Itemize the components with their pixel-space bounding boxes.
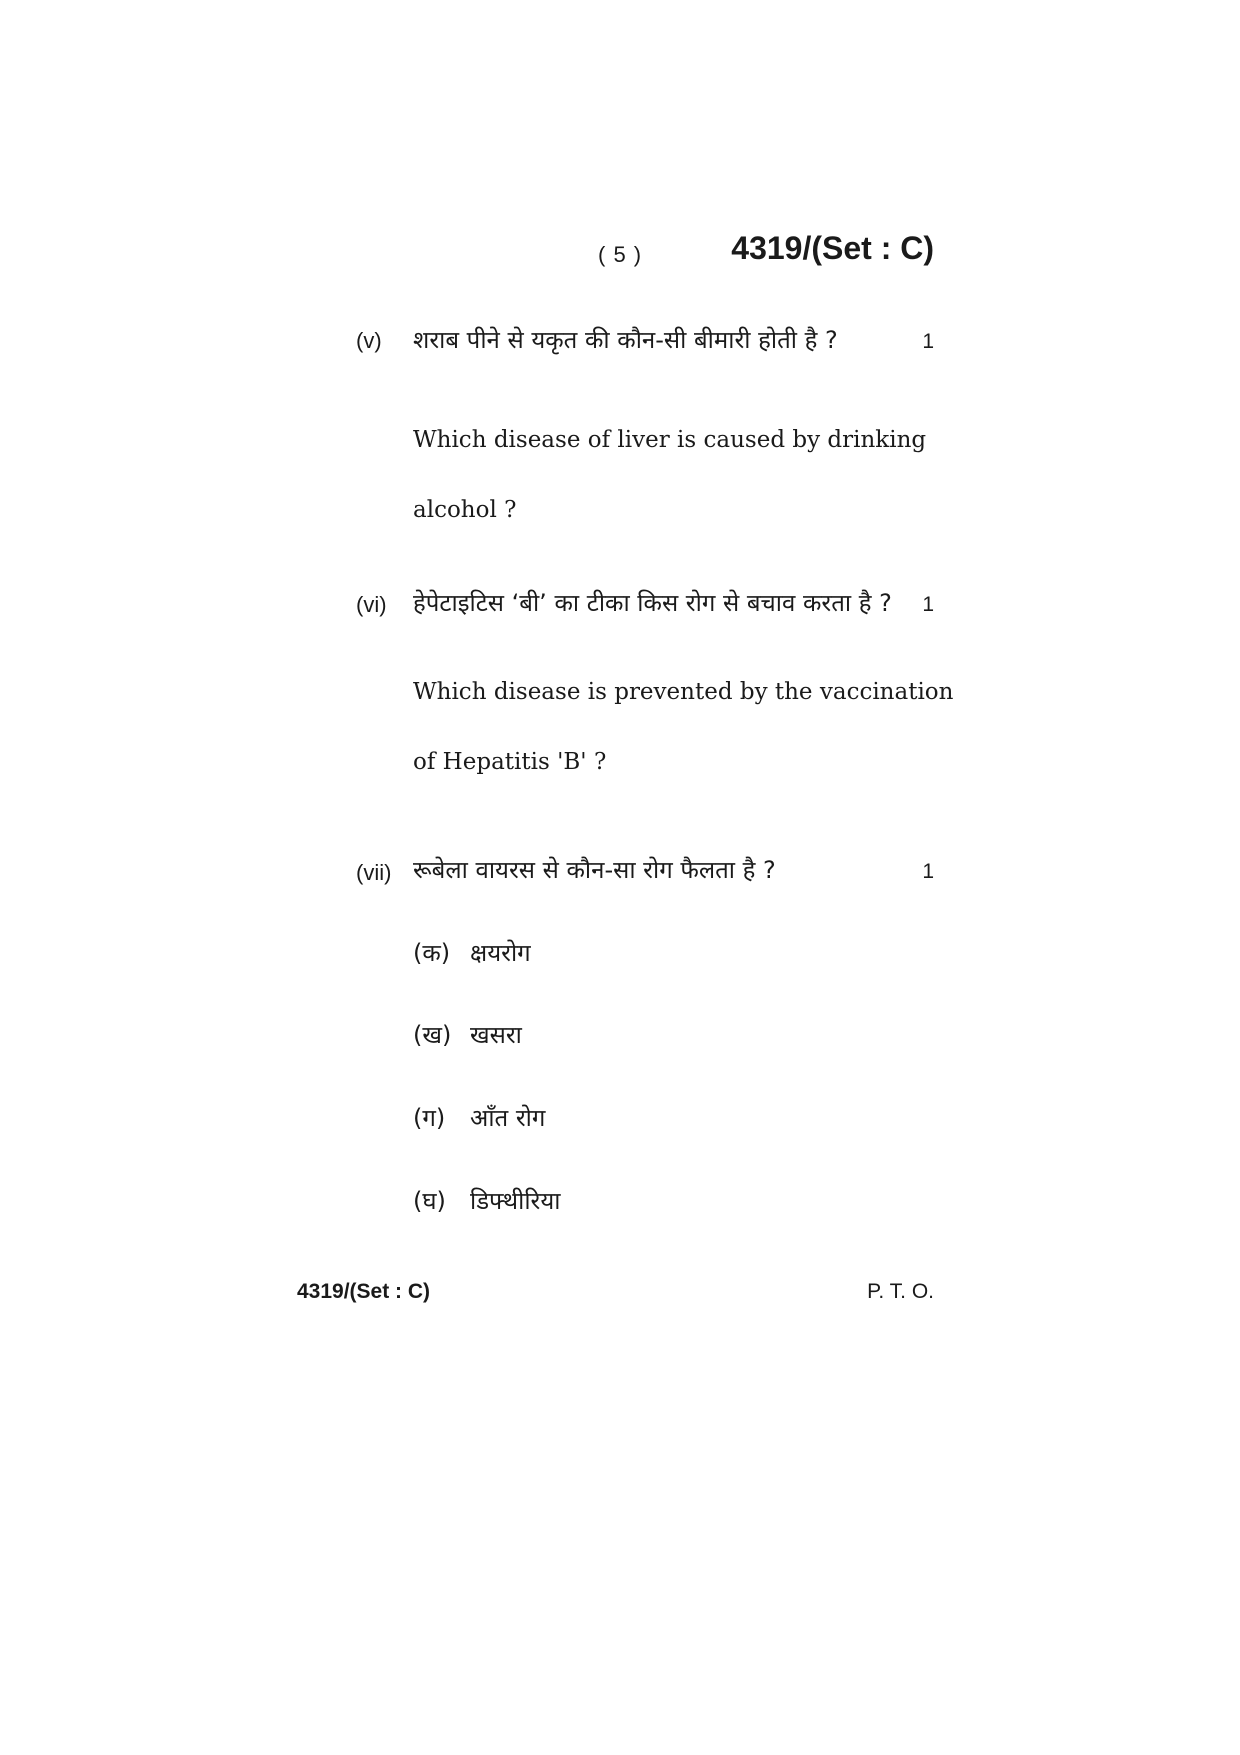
option-text: आँत रोग bbox=[470, 1104, 546, 1132]
option-text: डिफ्थीरिया bbox=[470, 1187, 561, 1215]
question-text-hindi: शराब पीने से यकृत की कौन-सी बीमारी होती है ? bbox=[413, 326, 838, 354]
question-text-english-line: alcohol ? bbox=[413, 497, 517, 523]
question-text-english-line: Which disease is prevented by the vaccination bbox=[413, 679, 954, 705]
option-label: (घ) bbox=[413, 1187, 446, 1215]
question-marks: 1 bbox=[922, 593, 934, 616]
question-marks: 1 bbox=[922, 860, 934, 883]
question-marks: 1 bbox=[922, 330, 934, 353]
question-number: (vii) bbox=[356, 860, 392, 885]
question-text-english-line: Which disease of liver is caused by drinking bbox=[413, 427, 927, 453]
question-text-english-line: of Hepatitis 'B' ? bbox=[413, 749, 607, 775]
option-text: खसरा bbox=[470, 1021, 522, 1049]
option-text: क्षयरोग bbox=[470, 939, 531, 967]
set-code-footer: 4319/(Set : C) bbox=[297, 1280, 431, 1303]
set-code-header: 4319/(Set : C) bbox=[731, 230, 934, 266]
question-number: (vi) bbox=[356, 592, 387, 617]
option-label: (क) bbox=[413, 939, 451, 967]
option-label: (ग) bbox=[413, 1104, 446, 1132]
pto-label: P. T. O. bbox=[867, 1280, 934, 1303]
page-number: ( 5 ) bbox=[598, 242, 643, 267]
question-text-hindi: रूबेला वायरस से कौन-सा रोग फैलता है ? bbox=[413, 856, 776, 884]
option-label: (ख) bbox=[413, 1021, 452, 1049]
question-number: (v) bbox=[356, 328, 382, 353]
question-text-hindi: हेपेटाइटिस ‘बी’ का टीका किस रोग से बचाव करता है ? bbox=[413, 589, 892, 617]
